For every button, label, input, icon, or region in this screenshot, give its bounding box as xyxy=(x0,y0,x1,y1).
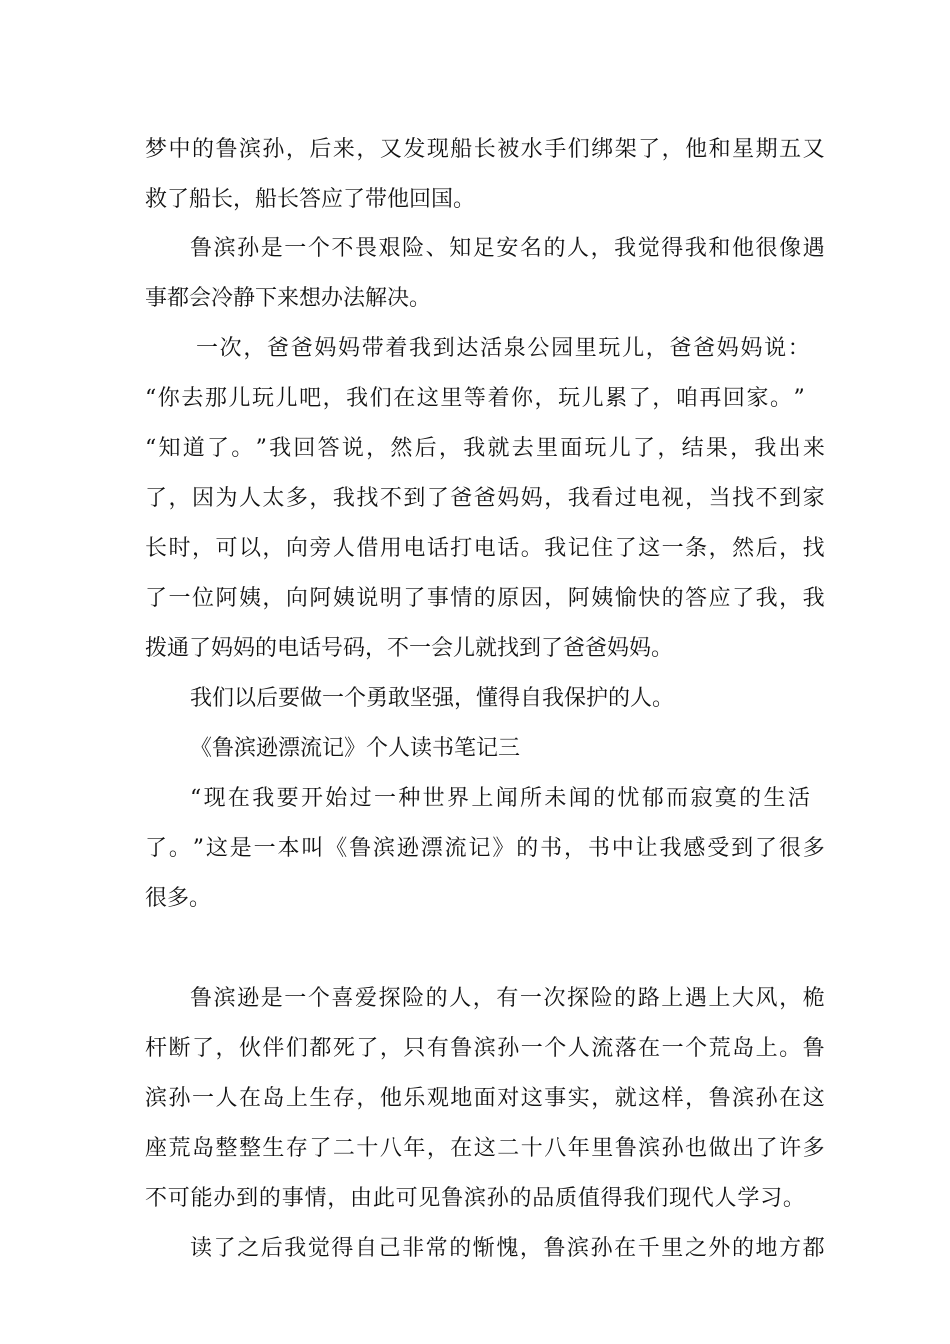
text-line: 拨通了妈妈的电话号码，不一会儿就找到了爸爸妈妈。 xyxy=(145,636,674,661)
text-line: 了 。 ” 这 是 一 本 叫 《 鲁 滨 逊 漂 流 记 》 的 书 ， 书 中 让 我 感 受 到 了 很 多 xyxy=(145,836,825,861)
text-line: 很多。 xyxy=(145,886,212,911)
text-line: 我们以后要做一个勇敢坚强，懂得自我保护的人。 xyxy=(190,686,675,711)
text-line: 读 了 之 后 我 觉 得 自 己 非 常 的 惭 愧 ， 鲁 滨 孙 在 千 里 之 外 的 地 方 都 xyxy=(190,1236,825,1261)
text-line: 滨 孙 一 人 在 岛 上 生 存 ， 他 乐 观 地 面 对 这 事 实 ， 就 这 样 ， 鲁 滨 孙 在 这 xyxy=(145,1086,825,1111)
text-line: 长 时 ， 可 以 ， 向 旁 人 借 用 电 话 打 电 话 。 我 记 住 了 这 一 条 ， 然 后 ， 找 xyxy=(145,536,825,561)
text-line: 一 次 ， 爸 爸 妈 妈 带 着 我 到 达 活 泉 公 园 里 玩 儿 ， 爸 爸 妈 妈 说 ： xyxy=(196,336,810,361)
text-line: 杆 断 了 ， 伙 伴 们 都 死 了 ， 只 有 鲁 滨 孙 一 个 人 流 落 在 一 个 荒 岛 上 。 鲁 xyxy=(145,1036,825,1061)
text-line: 鲁 滨 孙 是 一 个 不 畏 艰 险 、 知 足 安 名 的 人 ， 我 觉 得 我 和 他 很 像 遇 xyxy=(190,236,825,261)
text-line: “ 你 去 那 儿 玩 儿 吧 ， 我 们 在 这 里 等 着 你 ， 玩 儿 累 了 ， 咱 再 回 家 。 ” xyxy=(145,386,805,411)
text-line: 了 一 位 阿 姨 ， 向 阿 姨 说 明 了 事 情 的 原 因 ， 阿 姨 愉 快 的 答 应 了 我 ， 我 xyxy=(145,586,825,611)
text-line: 事都会冷静下来想办法解决。 xyxy=(145,286,432,311)
text-line: 救了船长，船长答应了带他回国。 xyxy=(145,187,476,212)
text-line: 鲁 滨 逊 是 一 个 喜 爱 探 险 的 人 ， 有 一 次 探 险 的 路 上 遇 上 大 风 ， 桅 xyxy=(190,986,825,1011)
text-line: 了 ， 因 为 人 太 多 ， 我 找 不 到 了 爸 爸 妈 妈 ， 我 看 过 电 视 ， 当 找 不 到 家 xyxy=(145,486,825,511)
text-line: 梦 中 的 鲁 滨 孙 ， 后 来 ， 又 发 现 船 长 被 水 手 们 绑 架 了 ， 他 和 星 期 五 又 xyxy=(145,137,825,162)
section-heading: 《鲁滨逊漂流记》个人读书笔记三 xyxy=(190,736,521,761)
text-line: 不 可 能 办 到 的 事 情 ， 由 此 可 见 鲁 滨 孙 的 品 质 值 得 我 们 现 代 人 学 习 。 xyxy=(145,1186,805,1211)
text-line: “ 知 道 了 。 ” 我 回 答 说 ， 然 后 ， 我 就 去 里 面 玩 儿 了 ， 结 果 ， 我 出 来 xyxy=(145,436,825,461)
text-line: 座 荒 岛 整 整 生 存 了 二 十 八 年 ， 在 这 二 十 八 年 里 鲁 滨 孙 也 做 出 了 许 多 xyxy=(145,1136,825,1161)
text-line: “ 现 在 我 要 开 始 过 一 种 世 界 上 闻 所 未 闻 的 忧 郁 而 寂 寞 的 生 活 xyxy=(190,786,810,811)
